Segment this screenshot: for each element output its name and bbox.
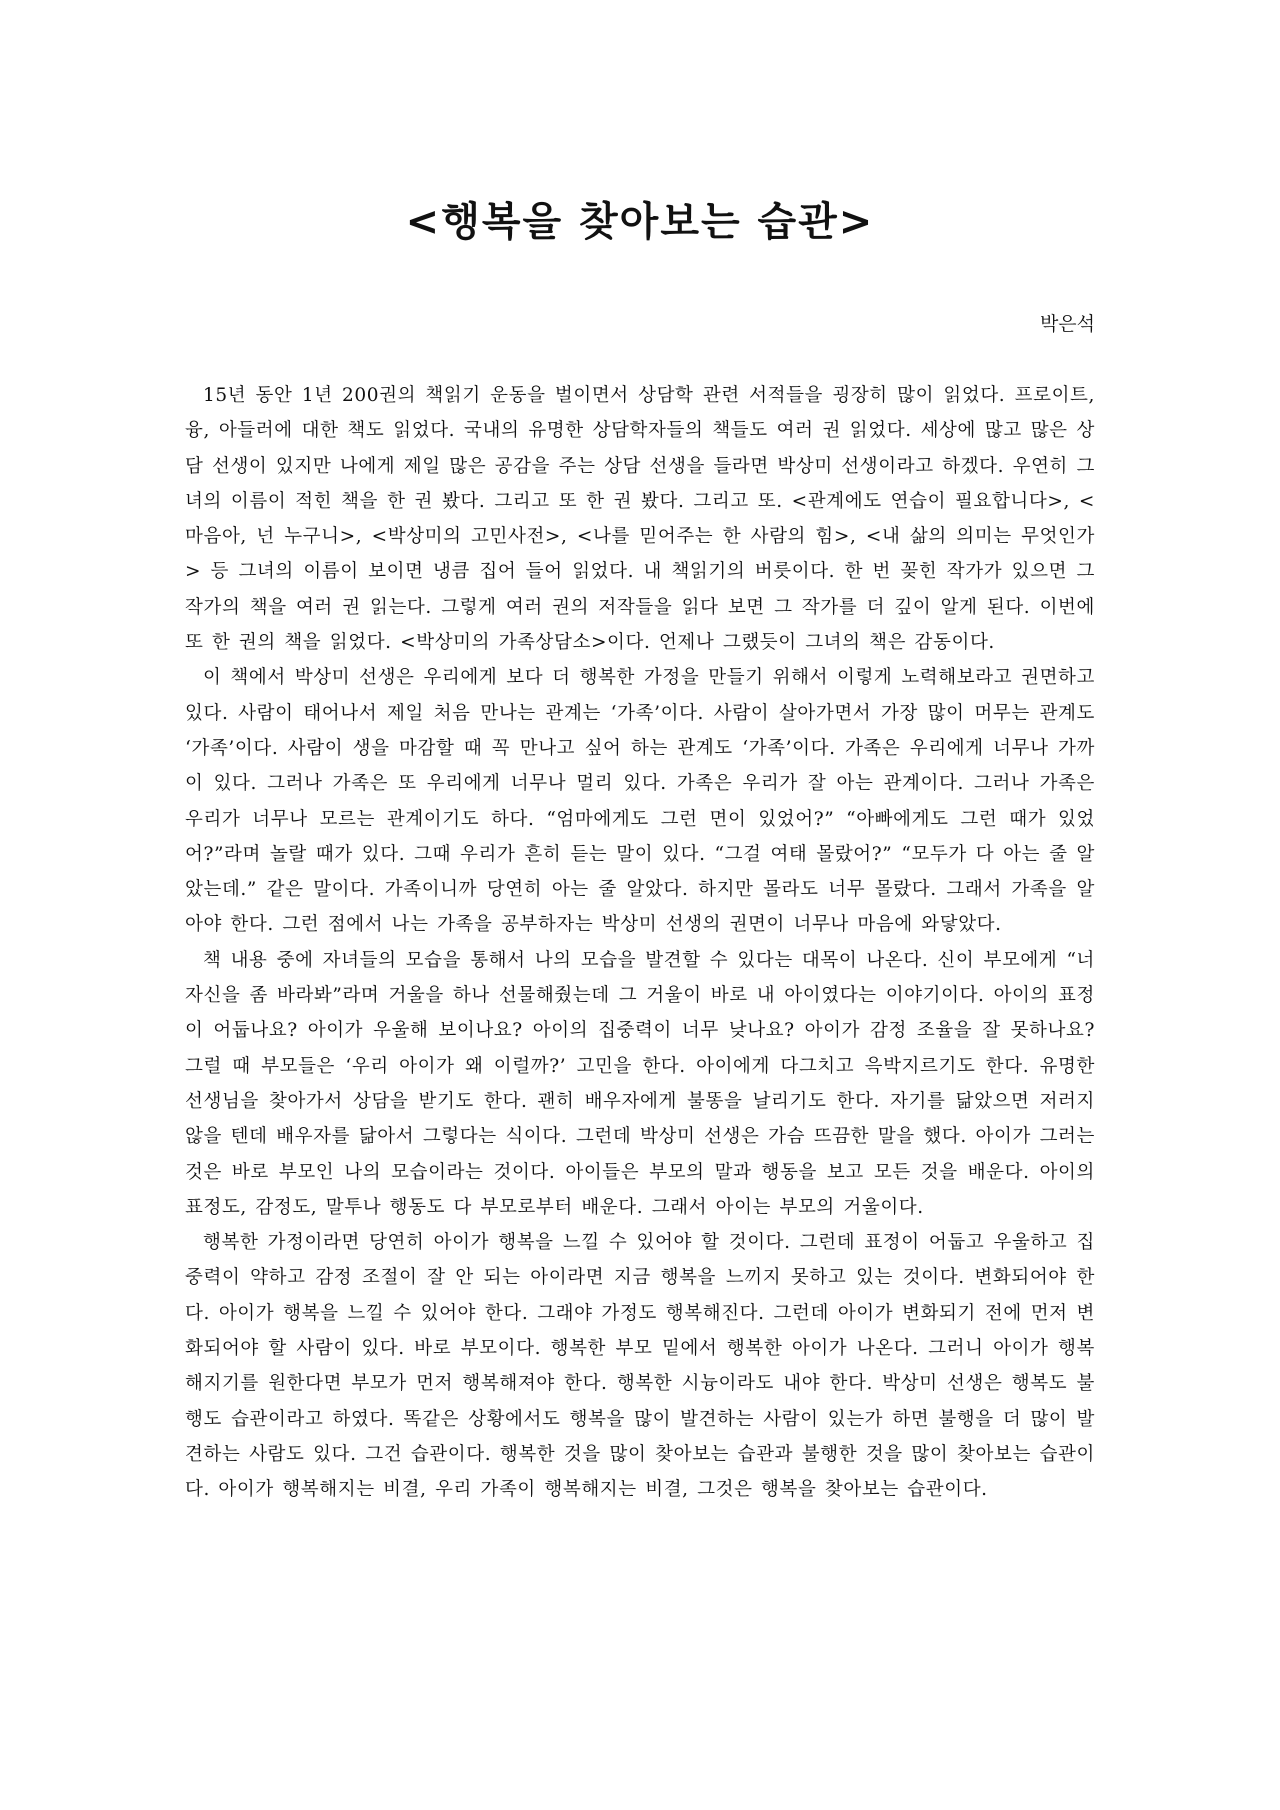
body-paragraph: 이 책에서 박상미 선생은 우리에게 보다 더 행복한 가정을 만들기 위해서 이렇게 노력해보라고 권면하고 있다. 사람이 태어나서 제일 처음 만나는 관계는 ‘가족’이다. 사람이 살아가면서 가장 많이 머무는 관계도 ‘가족’이다. 사람이 생을 마감할 때 꼭 만나고 싶어 하는 관계도 ‘가족’이다. 가족은 우리에게 너무나 가까이 있다. 그러나 가족은 또 우리에게 너무나 멀리 있다. 가족은 우리가 잘 아는 관계이다. 그러나 가족은 우리가 너무나 모르는 관계이기도 하다. “엄마에게도 그런 면이 있었어?” “아빠에게도 그런 때가 있었어?”라며 놀랄 때가 있다. 그때 우리가 흔히 듣는 말이 있다. “그걸 여태 몰랐어?” “모두가 다 아는 줄 알았는데.” 같은 말이다. 가족이니까 당연히 아는 줄 알았다. 하지만 몰라도 너무 몰랐다. 그래서 가족을 알아야 한다. 그런 점에서 나는 가족을 공부하자는 박상미 선생의 권면이 너무나 마음에 와닿았다. [185, 667, 1095, 936]
document-title: <행복을 찾아보는 습관> [405, 199, 875, 245]
document-body [185, 378, 1095, 1508]
author-name: 박은석 [1039, 313, 1095, 335]
body-paragraph: 행복한 가정이라면 당연히 아이가 행복을 느낄 수 있어야 할 것이다. 그런데 표정이 어둡고 우울하고 집중력이 약하고 감정 조절이 잘 안 되는 아이라면 지금 행복을 느끼지 못하고 있는 것이다. 변화되어야 한다. 아이가 행복을 느낄 수 있어야 한다. 그래야 가정도 행복해진다. 그런데 아이가 변화되기 전에 먼저 변화되어야 할 사람이 있다. 바로 부모이다. 행복한 부모 밑에서 행복한 아이가 나온다. 그러니 아이가 행복해지기를 원한다면 부모가 먼저 행복해져야 한다. 행복한 시늉이라도 내야 한다. 박상미 선생은 행복도 불행도 습관이라고 하였다. 똑같은 상황에서도 행복을 많이 발견하는 사람이 있는가 하면 불행을 더 많이 발견하는 사람도 있다. 그건 습관이다. 행복한 것을 많이 찾아보는 습관과 불행한 것을 많이 찾아보는 습관이다. 아이가 행복해지는 비결, 우리 가족이 행복해지는 비결, 그것은 행복을 찾아보는 습관이다. [185, 1232, 1095, 1501]
body-paragraph: 15년 동안 1년 200권의 책읽기 운동을 벌이면서 상담학 관련 서적들을 굉장히 많이 읽었다. 프로이트, 융, 아들러에 대한 책도 읽었다. 국내의 유명한 상담학자들의 책들도 여러 권 읽었다. 세상에 많고 많은 상담 선생이 있지만 나에게 제일 많은 공감을 주는 상담 선생을 들라면 박상미 선생이라고 하겠다. 우연히 그녀의 이름이 적힌 책을 한 권 봤다. 그리고 또 한 권 봤다. 그리고 또. <관계에도 연습이 필요합니다>, <마음아, 넌 누구니>, <박상미의 고민사전>, <나를 믿어주는 한 사람의 힘>, <내 삶의 의미는 무엇인가> 등 그녀의 이름이 보이면 냉큼 집어 들어 읽었다. 내 책읽기의 버릇이다. 한 번 꽂힌 작가가 있으면 그 작가의 책을 여러 권 읽는다. 그렇게 여러 권의 저작들을 읽다 보면 그 작가를 더 깊이 알게 된다. 이번에 또 한 권의 책을 읽었다. <박상미의 가족상담소>이다. 언제나 그랬듯이 그녀의 책은 감동이다. [185, 385, 1095, 654]
body-paragraph: 책 내용 중에 자녀들의 모습을 통해서 나의 모습을 발견할 수 있다는 대목이 나온다. 신이 부모에게 “너 자신을 좀 바라봐”라며 거울을 하나 선물해줬는데 그 거울이 바로 내 아이였다는 이야기이다. 아이의 표정이 어둡나요? 아이가 우울해 보이나요? 아이의 집중력이 너무 낮나요? 아이가 감정 조율을 잘 못하나요? 그럴 때 부모들은 ‘우리 아이가 왜 이럴까?’ 고민을 한다. 아이에게 다그치고 윽박지르기도 한다. 유명한 선생님을 찾아가서 상담을 받기도 한다. 괜히 배우자에게 불똥을 날리기도 한다. 자기를 닮았으면 저러지 않을 텐데 배우자를 닮아서 그렇다는 식이다. 그런데 박상미 선생은 가슴 뜨끔한 말을 했다. 아이가 그러는 것은 바로 부모인 나의 모습이라는 것이다. 아이들은 부모의 말과 행동을 보고 모든 것을 배운다. 아이의 표정도, 감정도, 말투나 행동도 다 부모로부터 배운다. 그래서 아이는 부모의 거울이다. [185, 949, 1095, 1218]
